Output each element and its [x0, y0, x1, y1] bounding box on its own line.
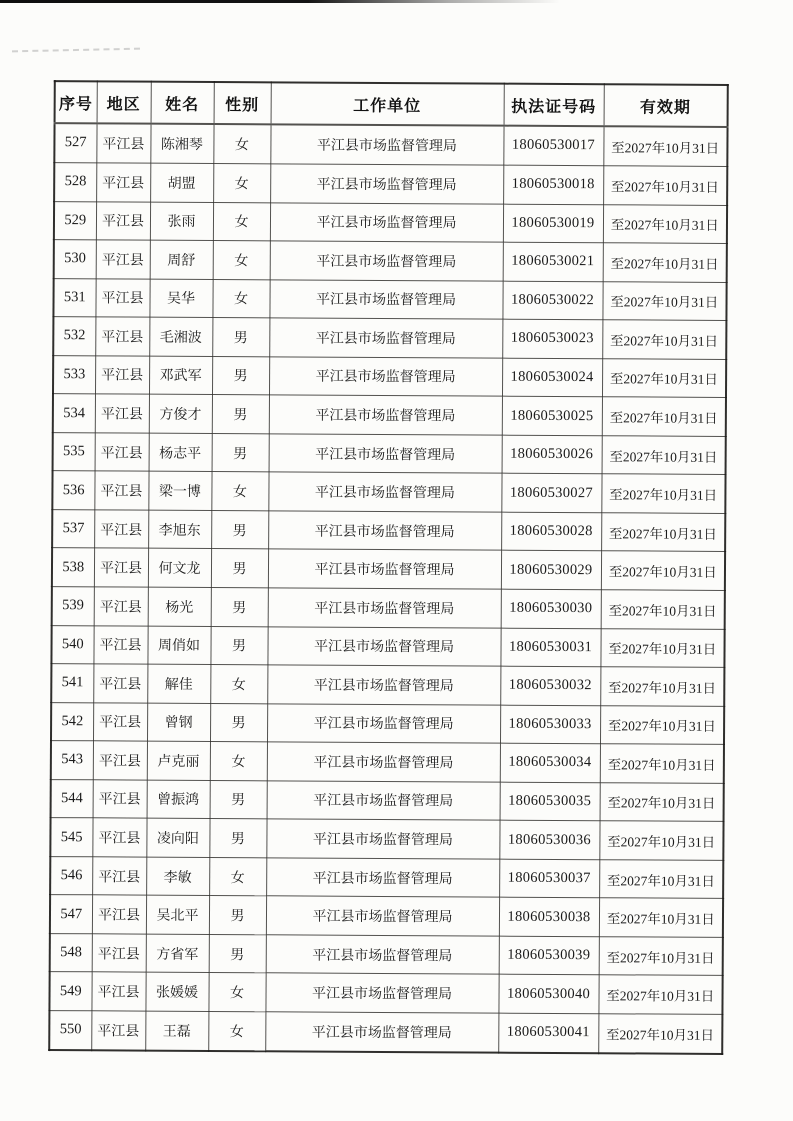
table-row	[53, 394, 726, 436]
table-row	[54, 201, 727, 243]
cell-cert_no: 18060530025	[502, 396, 602, 435]
cell-unit: 平江县市场监督管理局	[266, 896, 499, 936]
cell-validity: 至2027年10月31日	[599, 937, 723, 976]
cell-gender: 男	[212, 318, 269, 357]
cell-region: 平江县	[94, 510, 148, 549]
cell-gender: 男	[210, 626, 267, 665]
cell-unit: 平江县市场监督管理局	[269, 434, 502, 474]
cell-region: 平江县	[96, 163, 150, 202]
scan-artifact-top-bar	[0, 0, 560, 3]
cell-validity: 至2027年10月31日	[599, 821, 723, 860]
cell-name: 卢克丽	[147, 741, 210, 780]
table-row	[52, 587, 725, 629]
cell-unit: 平江县市场监督管理局	[267, 626, 500, 666]
cell-unit: 平江县市场监督管理局	[268, 472, 501, 512]
cell-region: 平江县	[93, 741, 147, 780]
cell-cert_no: 18060530035	[500, 782, 600, 821]
table-row	[50, 933, 723, 975]
cell-unit: 平江县市场监督管理局	[269, 357, 502, 397]
table-row	[53, 432, 726, 474]
cell-no: 549	[49, 972, 91, 1011]
cell-unit: 平江县市场监督管理局	[270, 124, 503, 165]
cell-gender: 男	[209, 819, 266, 858]
cell-gender: 男	[210, 780, 267, 819]
cell-no: 533	[53, 355, 95, 394]
cell-no: 543	[51, 741, 93, 780]
cell-validity: 至2027年10月31日	[600, 782, 724, 821]
cell-validity: 至2027年10月31日	[603, 166, 727, 205]
cell-validity: 至2027年10月31日	[601, 513, 725, 552]
cell-validity: 至2027年10月31日	[602, 281, 726, 320]
cell-cert_no: 18060530026	[502, 435, 602, 474]
cell-name: 吴华	[149, 279, 212, 318]
cell-unit: 平江县市场监督管理局	[267, 703, 500, 743]
cell-validity: 至2027年10月31日	[599, 898, 723, 937]
cell-name: 李敏	[146, 857, 209, 896]
cell-cert_no: 18060530033	[500, 705, 600, 744]
cell-cert_no: 18060530031	[500, 628, 600, 667]
cell-cert_no: 18060530036	[499, 820, 599, 859]
cell-gender: 女	[213, 202, 270, 241]
cell-name: 周俏如	[147, 626, 210, 665]
cell-no: 537	[52, 509, 94, 548]
cell-validity: 至2027年10月31日	[600, 628, 724, 667]
cell-no: 534	[53, 394, 95, 433]
table-row	[51, 779, 724, 821]
cell-validity: 至2027年10月31日	[601, 551, 725, 590]
cell-gender: 男	[209, 896, 266, 935]
cell-name: 方省军	[146, 934, 209, 973]
cell-region: 平江县	[95, 278, 149, 317]
cell-gender: 女	[210, 665, 267, 704]
cell-no: 544	[51, 779, 93, 818]
table-row	[52, 471, 725, 513]
table-row	[50, 818, 723, 860]
cell-no: 542	[51, 702, 93, 741]
cell-unit: 平江县市场监督管理局	[267, 781, 500, 821]
cell-name: 李旭东	[148, 510, 211, 549]
column-header-name: 姓名	[151, 82, 214, 124]
column-header-region: 地区	[97, 81, 151, 123]
cell-cert_no: 18060530018	[503, 165, 603, 204]
cell-cert_no: 18060530037	[499, 859, 599, 898]
cell-no: 529	[54, 201, 96, 240]
cell-name: 杨光	[148, 587, 211, 626]
cell-region: 平江县	[92, 857, 146, 896]
cell-region: 平江县	[92, 895, 146, 934]
table-row	[54, 123, 727, 166]
cell-region: 平江县	[92, 818, 146, 857]
cell-name: 邓武军	[149, 356, 212, 395]
cell-cert_no: 18060530040	[498, 975, 598, 1014]
cell-no: 527	[54, 123, 96, 163]
cell-unit: 平江县市场监督管理局	[265, 973, 498, 1013]
table-row	[49, 1011, 722, 1054]
cell-cert_no: 18060530039	[499, 936, 599, 975]
cell-name: 张雨	[150, 202, 213, 241]
cell-cert_no: 18060530032	[500, 666, 600, 705]
table-header-row	[55, 81, 728, 127]
cell-name: 吴北平	[146, 895, 209, 934]
cell-validity: 至2027年10月31日	[602, 397, 726, 436]
cell-name: 曾钢	[147, 703, 210, 742]
cell-cert_no: 18060530029	[501, 551, 601, 590]
cell-unit: 平江县市场监督管理局	[267, 665, 500, 705]
cell-region: 平江县	[95, 356, 149, 395]
cell-unit: 平江县市场监督管理局	[270, 164, 503, 204]
cell-region: 平江县	[95, 433, 149, 472]
cell-region: 平江县	[91, 1011, 145, 1051]
table-row	[51, 702, 724, 744]
cell-unit: 平江县市场监督管理局	[268, 511, 501, 551]
cell-unit: 平江县市场监督管理局	[268, 588, 501, 628]
table-row	[53, 355, 726, 397]
cell-cert_no: 18060530024	[502, 358, 602, 397]
table-body	[49, 123, 727, 1054]
cell-unit: 平江县市场监督管理局	[270, 241, 503, 281]
cell-region: 平江县	[95, 394, 149, 433]
cell-no: 531	[53, 278, 95, 317]
cell-unit: 平江县市场监督管理局	[266, 858, 499, 898]
cell-cert_no: 18060530019	[503, 204, 603, 243]
cell-cert_no: 18060530041	[498, 1013, 598, 1053]
cell-name: 毛湘波	[149, 317, 212, 356]
cell-validity: 至2027年10月31日	[598, 975, 722, 1014]
cell-region: 平江县	[93, 780, 147, 819]
cell-no: 541	[51, 664, 93, 703]
cell-unit: 平江县市场监督管理局	[266, 819, 499, 859]
cell-validity: 至2027年10月31日	[602, 436, 726, 475]
cell-validity: 至2027年10月31日	[601, 590, 725, 629]
cell-cert_no: 18060530022	[502, 281, 602, 320]
cell-validity: 至2027年10月31日	[599, 860, 723, 899]
table-row	[51, 625, 724, 667]
cell-gender: 女	[213, 241, 270, 280]
cell-gender: 女	[210, 742, 267, 781]
cell-no: 538	[52, 548, 94, 587]
cell-gender: 女	[208, 1011, 265, 1051]
cell-region: 平江县	[94, 548, 148, 587]
cell-validity: 至2027年10月31日	[602, 358, 726, 397]
cell-region: 平江县	[94, 587, 148, 626]
cell-validity: 至2027年10月31日	[598, 1014, 722, 1054]
cell-name: 王磊	[145, 1011, 208, 1051]
cell-validity: 至2027年10月31日	[603, 243, 727, 282]
cell-cert_no: 18060530030	[501, 589, 601, 628]
column-header-cert-no: 执法证号码	[504, 84, 604, 127]
cell-no: 550	[49, 1011, 91, 1051]
cell-name: 凌向阳	[146, 818, 209, 857]
cell-name: 杨志平	[149, 433, 212, 472]
cell-name: 张媛媛	[145, 973, 208, 1012]
cell-region: 平江县	[91, 972, 145, 1011]
cell-name: 梁一博	[148, 471, 211, 510]
cell-region: 平江县	[93, 702, 147, 741]
cell-unit: 平江县市场监督管理局	[268, 549, 501, 589]
scan-artifact-pencil-mark	[12, 48, 140, 53]
cell-validity: 至2027年10月31日	[600, 705, 724, 744]
table-row	[50, 856, 723, 898]
table-row	[54, 163, 727, 205]
certificate-table-container	[48, 80, 727, 1055]
cell-no: 548	[50, 933, 92, 972]
table-row	[53, 278, 726, 320]
cell-no: 535	[53, 432, 95, 471]
cell-name: 曾振鸿	[147, 780, 210, 819]
cell-validity: 至2027年10月31日	[603, 126, 727, 166]
cell-name: 解佳	[147, 664, 210, 703]
cell-cert_no: 18060530023	[502, 319, 602, 358]
cell-region: 平江县	[96, 201, 150, 240]
table-header	[55, 81, 728, 127]
cell-validity: 至2027年10月31日	[603, 204, 727, 243]
cell-gender: 男	[212, 395, 269, 434]
cell-gender: 男	[211, 549, 268, 588]
cell-cert_no: 18060530021	[503, 242, 603, 281]
cell-region: 平江县	[95, 317, 149, 356]
cell-name: 方俊才	[149, 394, 212, 433]
column-header-validity: 有效期	[604, 84, 728, 127]
cell-gender: 女	[208, 973, 265, 1012]
cell-region: 平江县	[93, 625, 147, 664]
cell-unit: 平江县市场监督管理局	[265, 1012, 498, 1053]
cell-name: 胡盟	[150, 163, 213, 202]
cell-no: 530	[54, 240, 96, 279]
cell-unit: 平江县市场监督管理局	[269, 395, 502, 435]
cell-gender: 女	[213, 124, 270, 164]
cell-gender: 女	[212, 279, 269, 318]
column-header-unit: 工作单位	[271, 82, 504, 125]
column-header-no: 序号	[55, 81, 97, 123]
cell-cert_no: 18060530017	[503, 126, 603, 166]
cell-gender: 男	[212, 356, 269, 395]
cell-gender: 男	[212, 433, 269, 472]
table-row	[49, 972, 722, 1014]
table-row	[51, 741, 724, 783]
cell-unit: 平江县市场监督管理局	[266, 935, 499, 975]
cell-cert_no: 18060530038	[499, 897, 599, 936]
cell-no: 540	[51, 625, 93, 664]
cell-region: 平江县	[93, 664, 147, 703]
cell-name: 周舒	[150, 240, 213, 279]
certificate-table	[48, 80, 729, 1055]
column-header-gender: 性别	[214, 82, 271, 124]
cell-gender: 男	[211, 587, 268, 626]
cell-no: 545	[50, 818, 92, 857]
cell-gender: 女	[211, 472, 268, 511]
cell-validity: 至2027年10月31日	[602, 320, 726, 359]
table-row	[52, 548, 725, 590]
cell-cert_no: 18060530034	[500, 743, 600, 782]
table-row	[50, 895, 723, 937]
cell-no: 532	[53, 317, 95, 356]
cell-unit: 平江县市场监督管理局	[267, 742, 500, 782]
cell-name: 何文龙	[148, 549, 211, 588]
cell-name: 陈湘琴	[150, 124, 213, 164]
cell-no: 539	[52, 587, 94, 626]
cell-cert_no: 18060530027	[501, 473, 601, 512]
cell-no: 547	[50, 895, 92, 934]
cell-unit: 平江县市场监督管理局	[270, 202, 503, 242]
cell-gender: 女	[213, 163, 270, 202]
cell-no: 536	[52, 471, 94, 510]
cell-region: 平江县	[96, 123, 150, 163]
cell-gender: 男	[210, 703, 267, 742]
cell-region: 平江县	[96, 240, 150, 279]
cell-region: 平江县	[92, 934, 146, 973]
cell-gender: 男	[209, 934, 266, 973]
table-row	[52, 509, 725, 551]
cell-validity: 至2027年10月31日	[601, 474, 725, 513]
table-row	[53, 317, 726, 359]
cell-unit: 平江县市场监督管理局	[269, 279, 502, 319]
cell-validity: 至2027年10月31日	[600, 744, 724, 783]
cell-validity: 至2027年10月31日	[600, 667, 724, 706]
table-row	[51, 664, 724, 706]
cell-no: 546	[50, 856, 92, 895]
cell-region: 平江县	[94, 471, 148, 510]
cell-cert_no: 18060530028	[501, 512, 601, 551]
cell-gender: 女	[209, 857, 266, 896]
cell-unit: 平江县市场监督管理局	[269, 318, 502, 358]
cell-gender: 男	[211, 510, 268, 549]
table-row	[54, 240, 727, 282]
cell-no: 528	[54, 163, 96, 202]
